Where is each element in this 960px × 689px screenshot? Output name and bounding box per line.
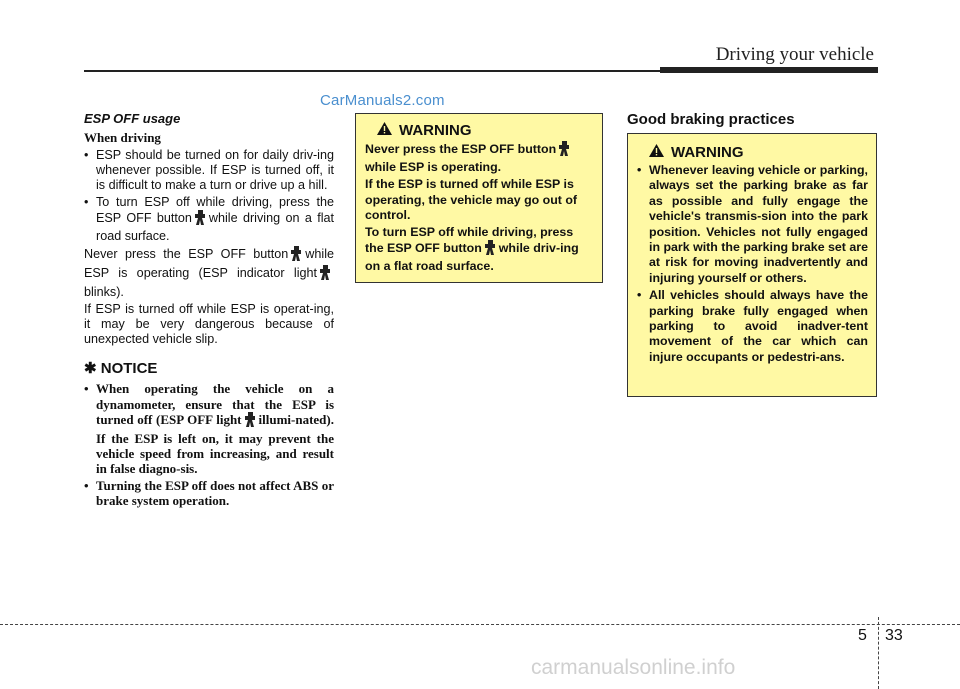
- left-column: [84, 111, 334, 510]
- header-section-title: Driving your vehicle: [715, 44, 874, 65]
- warning-title: WARNING: [671, 144, 744, 161]
- list-item: • Whenever leaving vehicle or parking, always set the parking brake as far as possible and fully engage the vehicle's transmis-sion into the park position. Vehicles not fully engaged in park with the parking brake set are at risk for moving inadvertently and injuring yourself or others.: [637, 163, 868, 286]
- paragraph: Never press the ESP OFF button while ESP is operating (ESP indicator lightblinks).: [84, 247, 334, 299]
- page-number: 33: [885, 627, 903, 644]
- warning-box: [627, 133, 877, 397]
- warning-text: To turn ESP off while driving, press the ESP OFF button while driv-ing on a flat road surface.: [365, 225, 579, 274]
- esp-off-icon: [559, 141, 570, 160]
- section-heading: Good braking practices: [627, 111, 795, 128]
- warning-triangle-icon: [649, 144, 664, 161]
- header-rule: [84, 70, 660, 72]
- warning-list: [637, 163, 868, 365]
- warning-text: If the ESP is turned off while ESP is operating, the vehicle may go out of control.: [365, 177, 578, 222]
- warning-title: WARNING: [399, 122, 472, 139]
- watermark-bottom[interactable]: carmanualsonline.info: [531, 656, 736, 679]
- notice-title: ✱ NOTICE: [84, 360, 158, 378]
- chapter-number: 5: [858, 627, 867, 644]
- list-item: • When operating the vehicle on a dynamometer, ensure that the ESP is turned off (ESP OFF light illumi-nated). If the ESP is left on, it may prevent the vehicle speed from increasing, and result in false diagno-sis.: [84, 381, 334, 476]
- esp-off-icon: [320, 265, 331, 284]
- list-item: • All vehicles should always have the parking brake fully engaged when parking to avoid inadver-tent movement of the car which can injure occupants or pedestri-ans.: [637, 288, 868, 365]
- list-item: • To turn ESP off while driving, press the ESP OFF button while driving on a flat road surface.: [84, 195, 334, 245]
- notice-list: [84, 381, 334, 508]
- list-item: • Turning the ESP off does not affect ABS or brake system operation.: [84, 478, 334, 509]
- header-rule-thick: [660, 67, 878, 73]
- esp-off-icon: [195, 210, 206, 229]
- warning-heading: [649, 144, 868, 161]
- esp-off-icon: [485, 240, 496, 259]
- warning-triangle-icon: [377, 122, 392, 139]
- paragraph: If ESP is turned off while ESP is operat-ing, it may be very dangerous because of unexpected vehicle slip.: [84, 301, 334, 347]
- footer-rule: [0, 624, 960, 625]
- warning-text: Never press the ESP OFF buttonwhile ESP is operating.: [365, 141, 594, 175]
- warning-heading: [377, 122, 594, 139]
- section-heading: ESP OFF usage: [84, 111, 181, 126]
- footer-divider: [878, 617, 879, 689]
- bullet-list: [84, 148, 334, 244]
- watermark-top[interactable]: CarManuals2.com: [320, 92, 445, 109]
- esp-off-icon: [291, 246, 302, 265]
- list-item: • ESP should be turned on for daily driv-ing whenever possible. If ESP is turned off, it is difficult to make a turn or drive up a hill.: [84, 148, 334, 194]
- esp-off-icon: [245, 412, 256, 430]
- subheading: When driving: [84, 130, 161, 145]
- warning-box: [355, 113, 603, 283]
